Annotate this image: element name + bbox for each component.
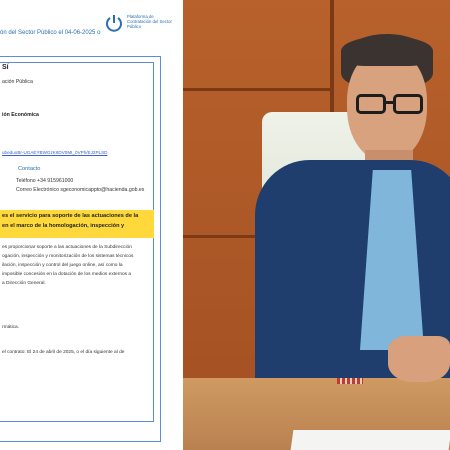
body-line: a Dirección General. [2, 281, 46, 286]
highlight-line: en el marco de la homologación, inspección y [2, 223, 125, 229]
contact-phone: Teléfono +34 915961000 [16, 178, 74, 184]
section-fragment: ión Económica [2, 112, 39, 118]
glasses-left-lens [356, 94, 386, 114]
administration-fragment: ación Pública [2, 79, 33, 85]
glasses-right-lens [393, 94, 423, 114]
wood-panel-seam [183, 88, 330, 91]
hair-top [341, 36, 433, 66]
contact-title: Contacto [18, 166, 41, 172]
name-fragment: Sí [2, 64, 9, 71]
platform-logo-text: Plataforma de Contratación del Sector Público [127, 14, 172, 29]
contract-date-line: el contrato: El 24 de abril de 2025, o el día siguiente al de [2, 350, 125, 355]
highlight-line: es el servicio para soporte de las actuaciones de la [2, 213, 139, 219]
contact-email: Correo Electrónico sgeconomicappto@hacienda.gob.es [16, 187, 145, 193]
document-header-text: ón del Sector Público el 04-06-2025 o [0, 30, 101, 36]
informatica-fragment: rmática. [2, 325, 20, 330]
body-line: ilación, inspección y control del juego online, así como la [2, 263, 123, 268]
body-line: ogación, inspección y monitorización de los sistemas técnicos [2, 254, 134, 259]
document-screenshot [0, 0, 180, 450]
sleeve-pattern [337, 378, 363, 384]
paper-sheet [291, 430, 450, 450]
body-line: es proporcionar soporte a las actuaciones de la Subdirección [2, 245, 132, 250]
body-line: imposible concesión en la dotación de los medios externos a [2, 272, 132, 277]
glasses-bridge [384, 101, 395, 104]
highlighted-description [0, 210, 154, 238]
clasped-hands [388, 336, 450, 382]
power-icon [104, 13, 124, 33]
document-link[interactable]: ubeduoBr-UGAEYBWGzK6DV0MI_0VPh/EJ2PLSD [2, 150, 108, 155]
